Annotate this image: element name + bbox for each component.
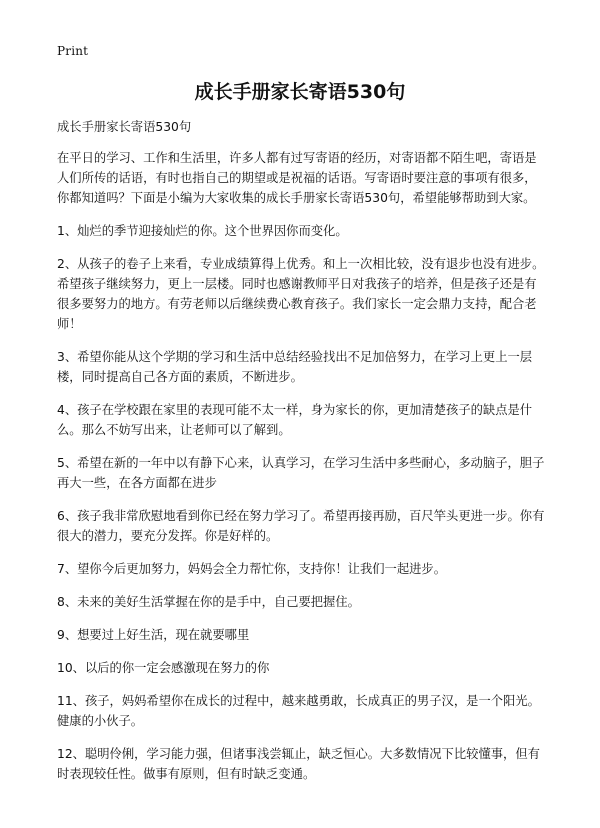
list-item: 8、未来的美好生活掌握在你的是手中，自己要把握住。: [57, 595, 360, 609]
print-label: Print: [57, 44, 89, 58]
list-item: 5、希望在新的一年中以有静下心来，认真学习，在学习生活中多些耐心，多动脑子，胆子再大一些，在各方面都在进步: [57, 456, 545, 490]
list-item: 10、以后的你一定会感激现在努力的你: [57, 661, 270, 675]
list-item: 12、聪明伶俐，学习能力强，但诸事浅尝辄止，缺乏恒心。大多数情况下比较懂事，但有时表现较任性。做事有原则，但有时缺乏变通。: [57, 747, 540, 781]
document-subtitle: 成长手册家长寄语530句: [57, 120, 192, 134]
list-item: 9、想要过上好生活，现在就要哪里: [57, 628, 250, 642]
list-item: 11、孩子，妈妈希望你在成长的过程中，越来越勇敢，长成真正的男子汉，是一个阳光。健康的小伙子。: [57, 694, 540, 728]
list-item: 7、望你今后更加努力，妈妈会全力帮忙你，支持你！让我们一起进步。: [57, 562, 447, 576]
page-title: 成长手册家长寄语530句: [194, 81, 406, 103]
list-item: 2、从孩子的卷子上来看，专业成绩算得上优秀。和上一次相比较，没有退步也没有进步。希望孩子继续努力，更上一层楼。同时也感谢教师平日对我孩子的培养，但是孩子还是有很多要努力的地方。有劳老师以后继续费心教育孩子。我们家长一定会鼎力支持，配合老师！: [57, 257, 545, 331]
intro-paragraph: 在平日的学习、工作和生活里，许多人都有过写寄语的经历，对寄语都不陌生吧，寄语是人们所传的话语，有时也指自己的期望或是祝福的话语。写寄语时要注意的事项有很多，你都知道吗？下面是小编为大家收集的成长手册家长寄语530句，希望能够帮助到大家。: [57, 151, 537, 205]
list-item: 1、灿烂的季节迎接灿烂的你。这个世界因你而变化。: [57, 224, 348, 238]
list-item: 6、孩子我非常欣慰地看到你已经在努力学习了。希望再接再励，百尺竿头更进一步。你有很大的潜力，要充分发挥。你是好样的。: [57, 509, 545, 543]
list-item: 4、孩子在学校跟在家里的表现可能不太一样，身为家长的你，更加清楚孩子的缺点是什么。那么不妨写出来，让老师可以了解到。: [57, 403, 533, 437]
document-body: [57, 117, 547, 797]
list-item: 3、希望你能从这个学期的学习和生活中总结经验找出不足加倍努力，在学习上更上一层楼，同时提高自己各方面的素质，不断进步。: [57, 350, 533, 384]
